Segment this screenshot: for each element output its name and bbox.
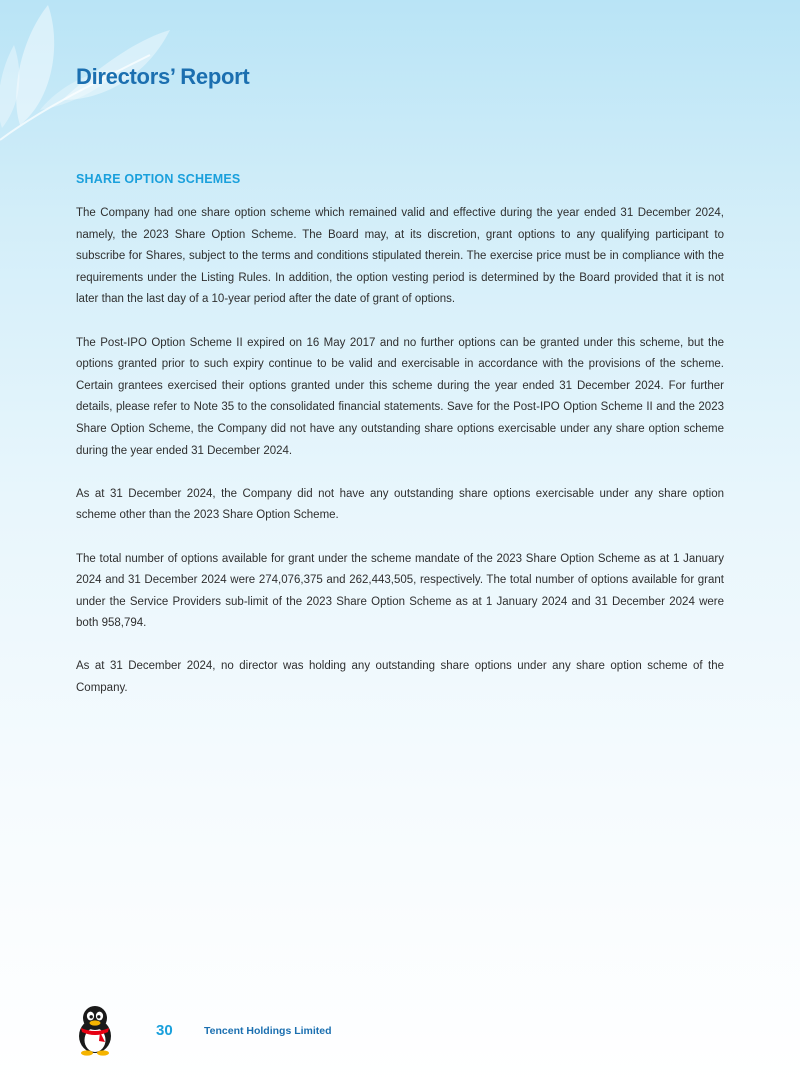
paragraph: As at 31 December 2024, the Company did not have any outstanding share options exercisable under any share option scheme other than the 2023 Share Option Scheme. xyxy=(76,487,724,522)
paragraph: The total number of options available for grant under the scheme mandate of the 2023 Share Option Scheme as at 1 January 2024 and 31 December 2024 were 274,076,375 and 262,443,505, respectively. The total number of options available for grant under the Service Providers sub-limit of the 2023 Share Option Scheme as at 1 January 2024 and 31 December 2024 were both 958,794. xyxy=(76,552,724,630)
section-heading: SHARE OPTION SCHEMES xyxy=(76,172,241,186)
paragraph: As at 31 December 2024, no director was holding any outstanding share options under any share option scheme of the Company. xyxy=(76,660,724,695)
page-number: 30 xyxy=(156,1022,173,1039)
company-name: Tencent Holdings Limited xyxy=(204,1025,332,1037)
penguin-mascot-icon xyxy=(74,1004,116,1056)
page-title: Directors’ Report xyxy=(76,64,250,89)
paragraph: The Post-IPO Option Scheme II expired on 16 May 2017 and no further options can be granted under this scheme, but the options granted prior to such expiry continue to be valid and exercisable in accordance with the provisions of the scheme. Certain grantees exercised their options granted under this scheme during the year ended 31 December 2024. For further details, please refer to Note 35 to the consolidated financial statements. Save for the Post-IPO Option Scheme II and the 2023 Share Option Scheme, the Company did not have any outstanding share options exercisable under any share option scheme during the year ended 31 December 2024. xyxy=(76,336,724,457)
section-body xyxy=(76,203,724,721)
paragraph: The Company had one share option scheme which remained valid and effective during the year ended 31 December 2024, namely, the 2023 Share Option Scheme. The Board may, at its discretion, grant options to any qualifying participant to subscribe for Shares, subject to the terms and conditions stipulated therein. The exercise price must be in compliance with the requirements under the Listing Rules. In addition, the option vesting period is determined by the Board provided that it is not later than the last day of a 10-year period after the date of grant of options. xyxy=(76,207,724,306)
